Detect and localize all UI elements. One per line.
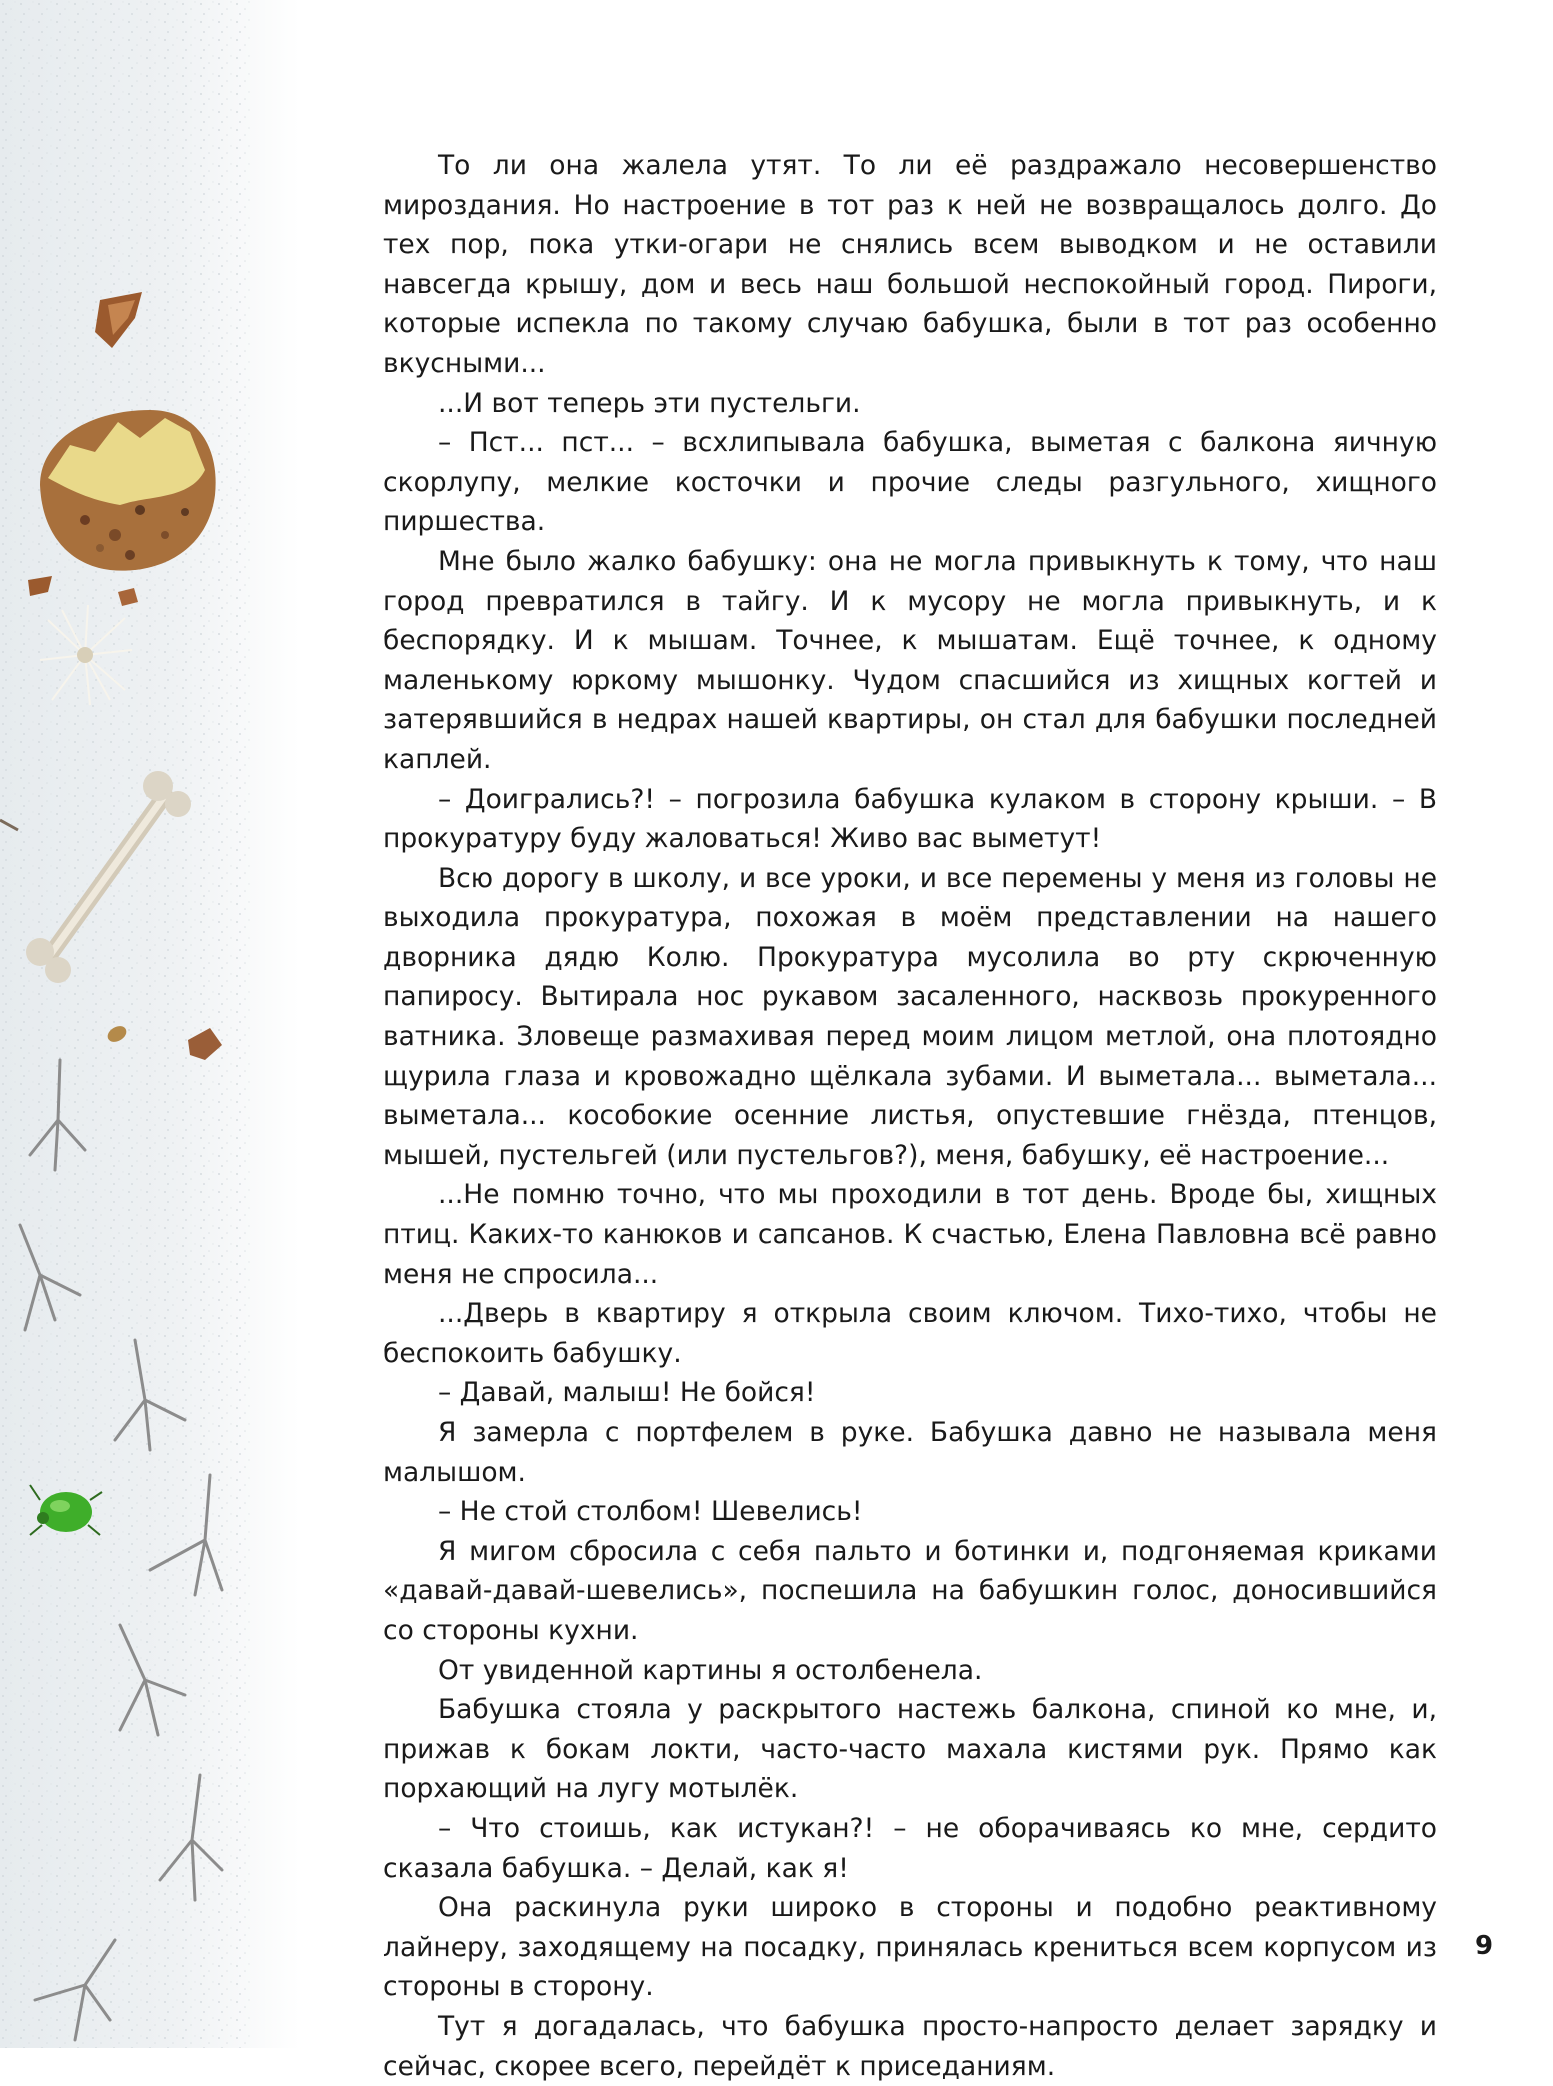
paragraph: ...Не помню точно, что мы проходили в тот день. Вроде бы, хищных птиц. Каких-то канюков и сапсанов. К счастью, Елена Павловна всё равно меня не спросила...	[383, 1179, 1437, 1290]
paragraph: Всю дорогу в школу, и все уроки, и все перемены у меня из головы не выходила прокуратура, похожая в моём представлении на нашего дворника дядю Колю. Прокуратура мусолила во рту скрюченную папиросу. Вытирала нос рукавом засаленного, насквозь прокуренного ватника. Зловеще размахивая перед моим лицом метлой, она плотоядно щурила глаза и кровожадно щёлкала зубами. И выметала... выметала... выметала... кособокие осенние листья, опустевшие гнёзда, птенцов, мышей, пустельгей (или пустельгов?), меня, бабушку, её настроение...	[383, 862, 1437, 1171]
paragraph: Я мигом сбросила с себя пальто и ботинки и, подгоняемая криками «давай-давай-шевелись», поспешила на бабушкин голос, доносившийся со стороны кухни.	[383, 1535, 1437, 1646]
paragraph: ...Дверь в квартиру я открыла своим ключом. Тихо-тихо, чтобы не беспокоить бабушку.	[383, 1298, 1437, 1369]
page-number: 9	[1475, 1931, 1494, 1961]
paragraph: Мне было жалко бабушку: она не могла привыкнуть к тому, что наш город превратился в тайгу. И к мусору не могла привыкнуть, и к беспорядку. И к мышам. Точнее, к мышатам. Ещё точнее, к одному маленькому юркому мышонку. Чудом спасшийся из хищных когтей и затерявшийся в недрах нашей квартиры, он стал для бабушки последней каплей.	[383, 545, 1437, 775]
paragraph: Она раскинула руки широко в стороны и подобно реактивному лайнеру, заходящему на посадку, принялась крениться всем корпусом из стороны в сторону.	[383, 1892, 1437, 2003]
paragraph: Бабушка стояла у раскрытого настежь балкона, спиной ко мне, и, прижав к бокам локти, часто-часто махала кистями рук. Прямо как порхающий на лугу мотылёк.	[383, 1694, 1437, 1805]
paragraph: – Что стоишь, как истукан?! – не оборачиваясь ко мне, сердито сказала бабушка. – Делай, как я!	[383, 1812, 1437, 1884]
paragraph: ...И вот теперь эти пустельги.	[438, 387, 861, 419]
paragraph: – Доигрались?! – погрозила бабушка кулаком в сторону крыши. – В прокуратуру буду жаловаться! Живо вас выметут!	[383, 783, 1437, 855]
side-illustration	[0, 0, 300, 2048]
paragraph: Тут я догадалась, что бабушка просто-напросто делает зарядку и сейчас, скорее всего, перейдёт к приседаниям.	[383, 2010, 1437, 2082]
paragraph: Я замерла с портфелем в руке. Бабушка давно не называла меня малышом.	[383, 1417, 1437, 1488]
story-text	[383, 146, 1437, 2086]
paragraph: – Пст... пст... – всхлипывала бабушка, выметая с балкона яичную скорлупу, мелкие косточки и прочие следы разгульного, хищного пиршества.	[383, 427, 1437, 538]
paragraph: То ли она жалела утят. То ли её раздражало несовершенство мироздания. Но настроение в тот раз к ней не возвращалось долго. До тех пор, пока утки-огари не снялись всем выводком и не оставили навсегда крышу, дом и весь наш большой неспокойный город. Пироги, которые испекла по такому случаю бабушка, были в тот раз особенно вкусными...	[383, 150, 1437, 379]
paragraph: От увиденной картины я остолбенела.	[438, 1654, 983, 1686]
paragraph: – Давай, малыш! Не бойся!	[438, 1377, 816, 1409]
paragraph: – Не стой столбом! Шевелись!	[438, 1496, 863, 1528]
